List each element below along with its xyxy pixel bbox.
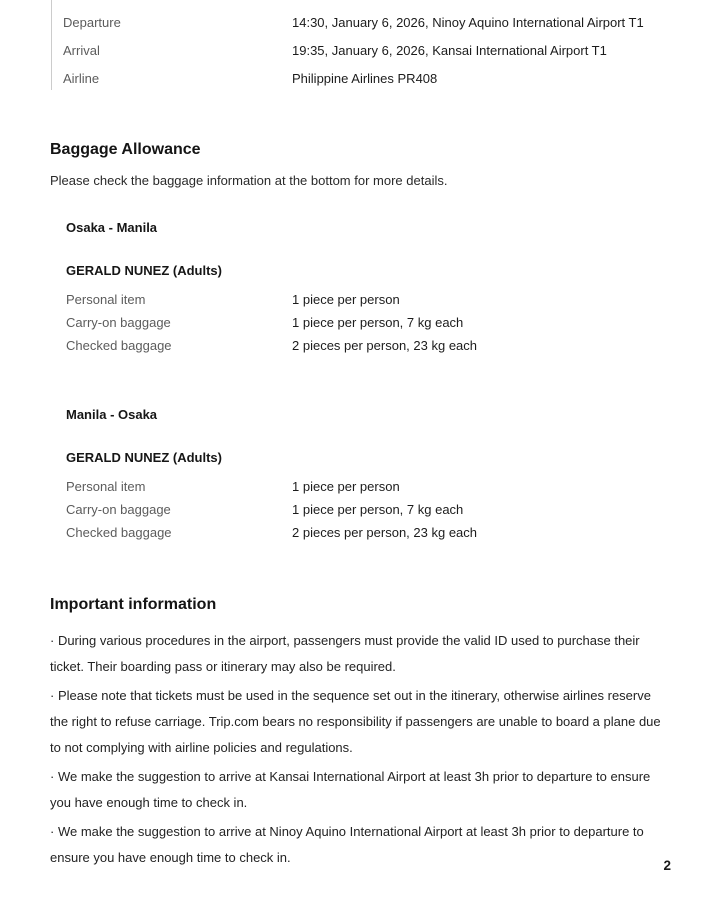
table-row-checked [66, 334, 709, 357]
carry-on-label: Carry-on baggage [66, 315, 171, 330]
table-row-carry-on [66, 311, 709, 334]
table-row-departure [63, 12, 657, 34]
arrival-label: Arrival [63, 43, 100, 58]
airline-label: Airline [63, 71, 100, 86]
baggage-rows [66, 475, 709, 544]
info-bullet-ninoy-arrival: · We make the suggestion to arrive at Ninoy Aquino International Airport at least 3h prior to departure to ensure you have enough time to check in. [50, 824, 644, 865]
info-bullet-kansai-arrival: · We make the suggestion to arrive at Kansai International Airport at least 3h prior to departure to ensure you have enough time to check in. [50, 769, 651, 810]
checked-label: Checked baggage [66, 338, 172, 353]
checked-label: Checked baggage [66, 525, 172, 540]
segment-route: Manila - Osaka [66, 407, 158, 422]
baggage-rows [66, 288, 709, 357]
table-row-carry-on [66, 498, 709, 521]
segment-passenger: GERALD NUNEZ (Adults) [66, 263, 222, 278]
table-row-airline [63, 68, 657, 90]
personal-item-value: 1 piece per person [292, 479, 400, 494]
carry-on-label: Carry-on baggage [66, 502, 171, 517]
table-row-personal-item [66, 475, 709, 498]
baggage-allowance-heading: Baggage Allowance [50, 141, 201, 158]
table-row-personal-item [66, 288, 709, 311]
segment-passenger: GERALD NUNEZ (Adults) [66, 450, 222, 465]
carry-on-value: 1 piece per person, 7 kg each [292, 315, 464, 330]
airline-value: Philippine Airlines PR408 [292, 71, 438, 86]
departure-value: 14:30, January 6, 2026, Ninoy Aquino International Airport T1 [292, 15, 644, 30]
baggage-allowance-note: Please check the baggage information at the bottom for more details. [50, 173, 448, 188]
arrival-value: 19:35, January 6, 2026, Kansai International Airport T1 [292, 43, 607, 58]
segment-route: Osaka - Manila [66, 220, 158, 235]
personal-item-label: Personal item [66, 292, 146, 307]
personal-item-value: 1 piece per person [292, 292, 400, 307]
departure-label: Departure [63, 15, 121, 30]
important-information-heading: Important information [50, 596, 217, 613]
baggage-segment-manila-osaka [66, 406, 709, 544]
checked-value: 2 pieces per person, 23 kg each [292, 338, 478, 353]
personal-item-label: Personal item [66, 479, 146, 494]
flight-details-table [51, 0, 657, 90]
table-row-checked [66, 521, 709, 544]
important-information-list [50, 628, 662, 871]
info-bullet-valid-id: · During various procedures in the airport, passengers must provide the valid ID used to purchase their ticket. Their boarding pass or itinerary may also be required. [50, 633, 640, 674]
carry-on-value: 1 piece per person, 7 kg each [292, 502, 464, 517]
spacer [66, 357, 709, 370]
checked-value: 2 pieces per person, 23 kg each [292, 525, 478, 540]
table-row-arrival [63, 40, 657, 62]
baggage-segment-osaka-manila [66, 219, 709, 370]
info-bullet-ticket-sequence: · Please note that tickets must be used in the sequence set out in the itinerary, otherwise airlines reserve the right to refuse carriage. Trip.com bears no responsibility if passengers are unable to board a plane due to not complying with airline policies and regulations. [50, 688, 661, 755]
page-number: 2 [663, 858, 671, 873]
